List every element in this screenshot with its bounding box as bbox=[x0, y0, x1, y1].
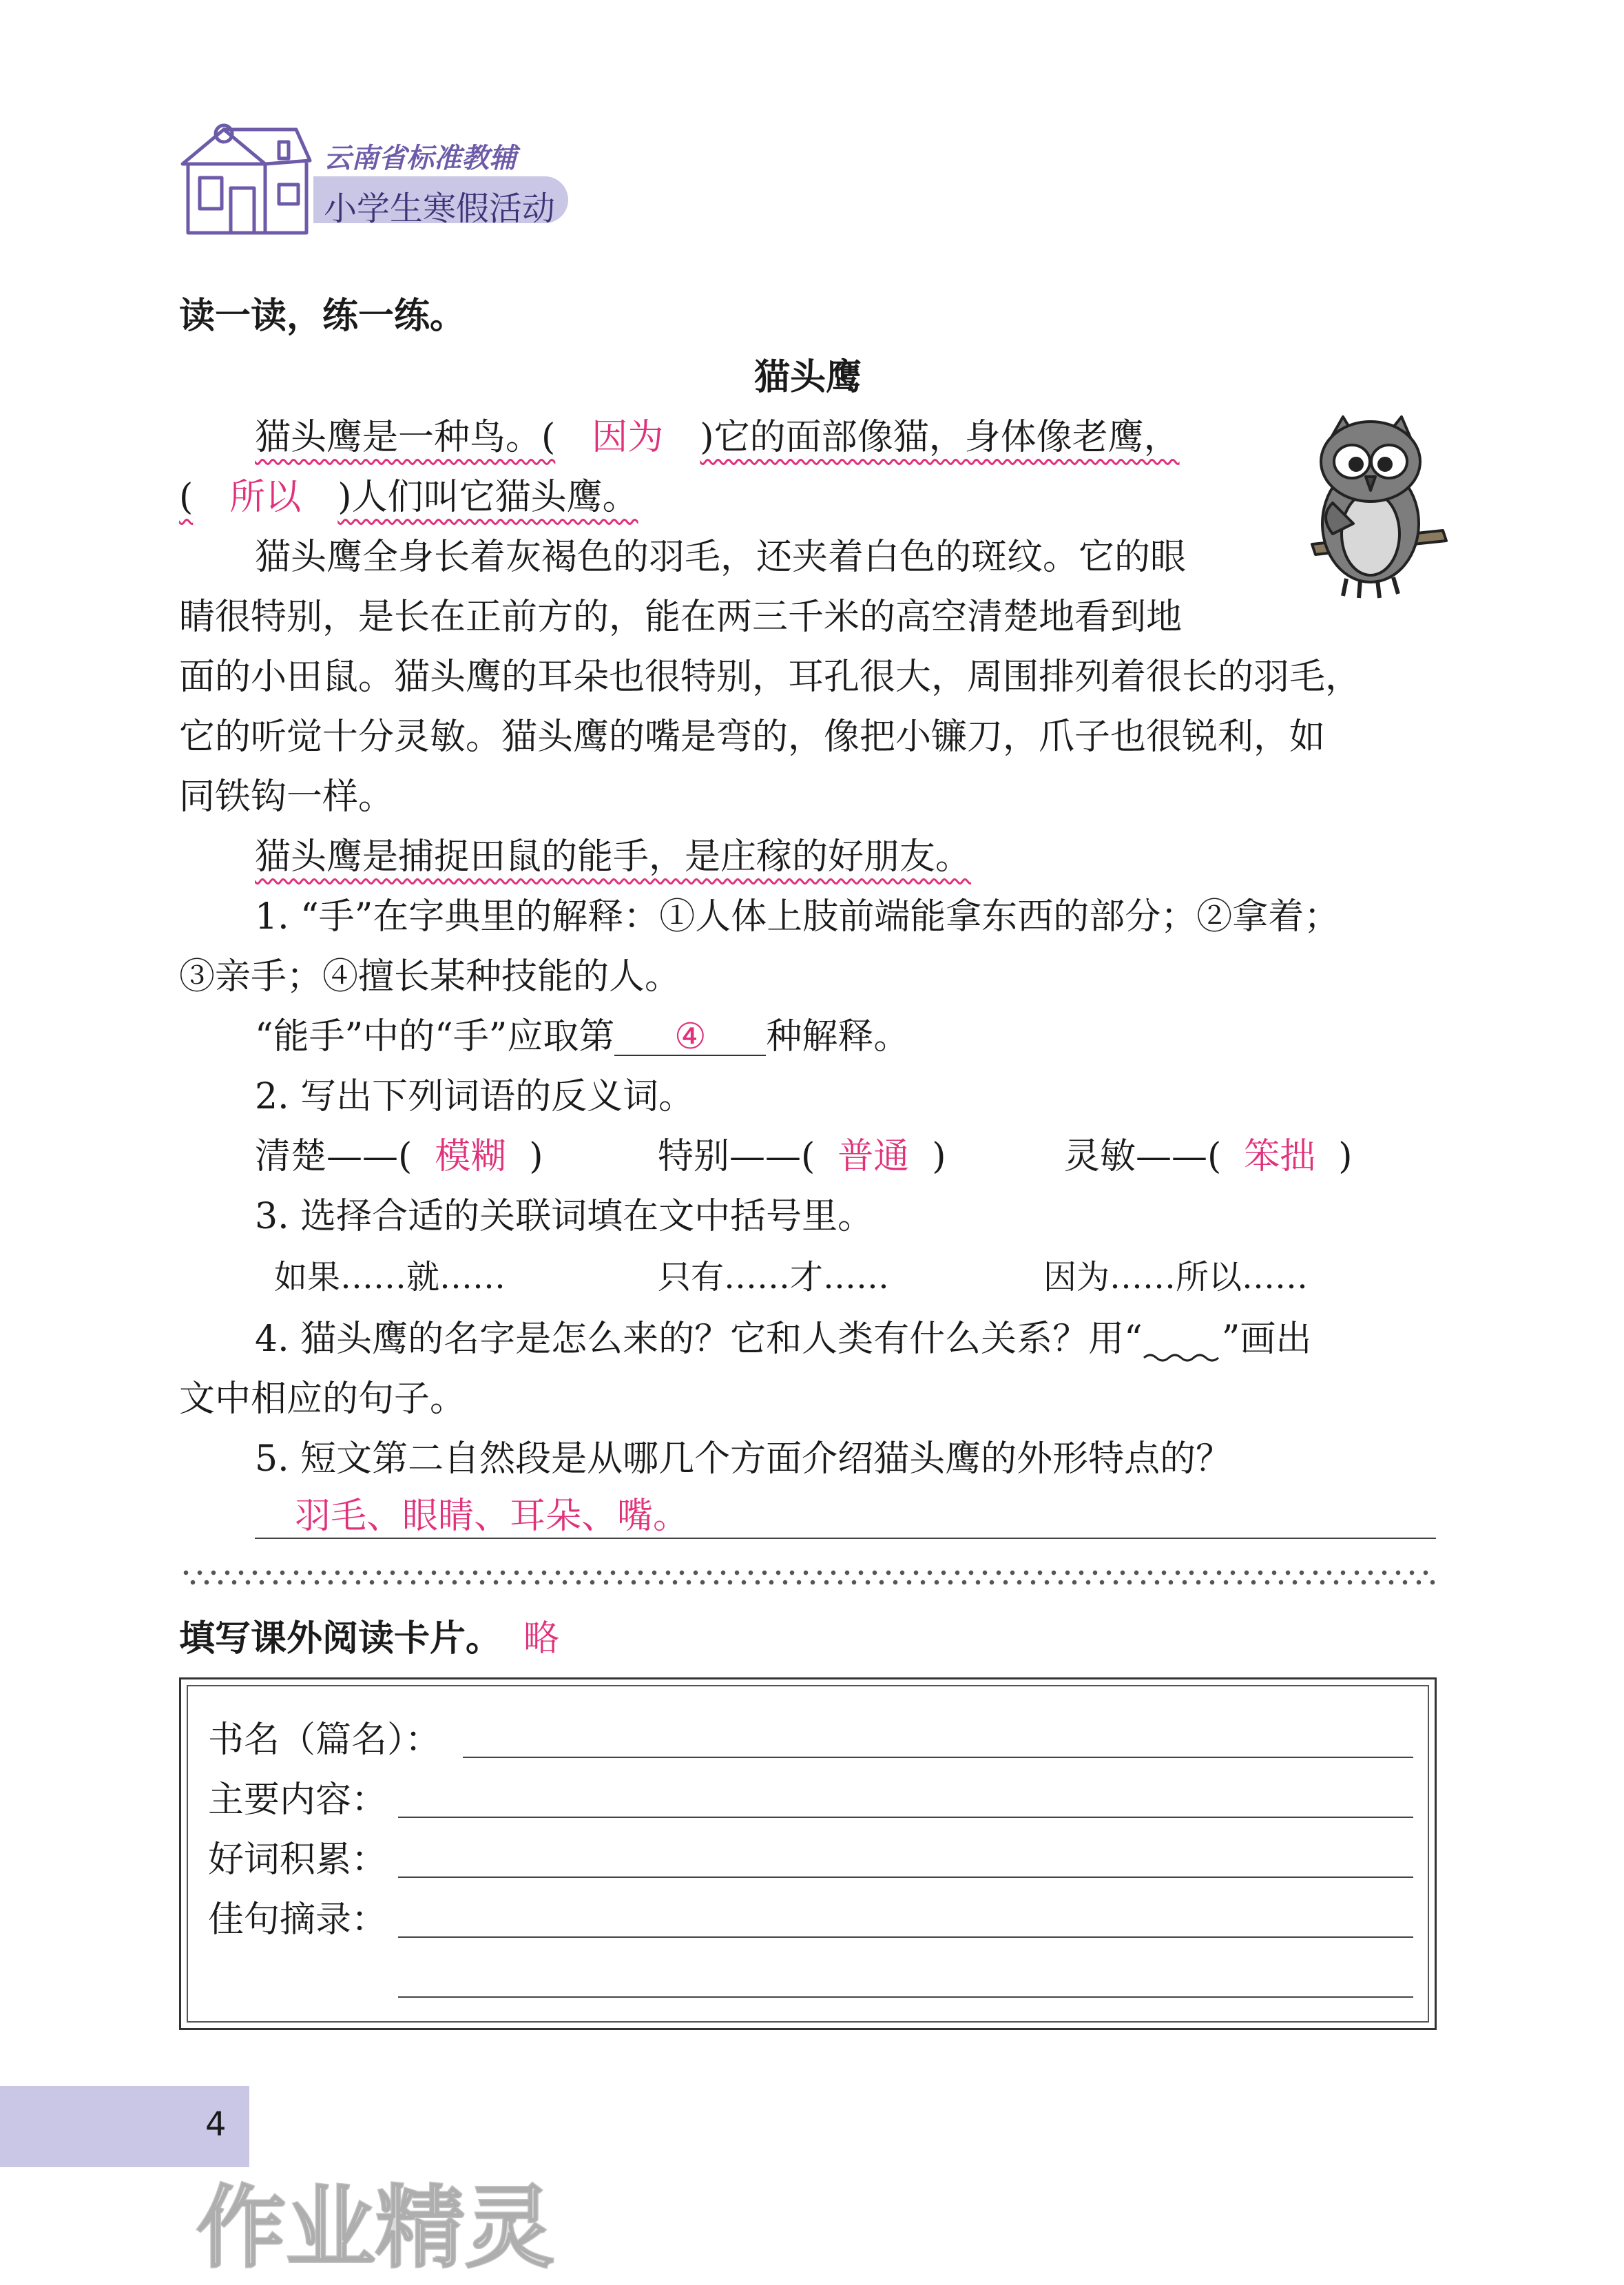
card-line-good-sentences-1[interactable] bbox=[398, 1936, 1413, 1938]
passage-line-2: ( 所以 )人们叫它猫头鹰。 bbox=[179, 477, 638, 518]
passage-line-6: 它的听觉十分灵敏。猫头鹰的嘴是弯的，像把小镰刀，爪子也很锐利，如 bbox=[179, 716, 1326, 758]
q2-item-2: 特别——( 普通 ) bbox=[658, 1136, 946, 1177]
owl-illustration bbox=[1305, 413, 1450, 606]
card-field-main-content: 主要内容： bbox=[208, 1779, 388, 1821]
q5-prompt: 5. 短文第二自然段是从哪几个方面介绍猫头鹰的外形特点的？ bbox=[255, 1438, 1232, 1480]
q1-line-b: ③亲手；④擅长某种技能的人。 bbox=[179, 956, 681, 997]
q5-answer: 羽毛、眼睛、耳朵、嘴。 bbox=[295, 1496, 689, 1537]
header-title: 小学生寒假活动 bbox=[324, 189, 556, 228]
q2-item-1: 清楚——( 模糊 ) bbox=[255, 1136, 543, 1177]
q3-option-2: 只有……才…… bbox=[658, 1258, 890, 1296]
q1-line-a: 1. “手”在字典里的解释：①人体上肢前端能拿东西的部分；②拿着； bbox=[255, 896, 1340, 938]
q1-answer: ④ bbox=[614, 1019, 766, 1056]
q3-prompt: 3. 选择合适的关联词填在文中括号里。 bbox=[255, 1196, 874, 1237]
q5-answer-line bbox=[255, 1538, 1436, 1539]
card-line-good-sentences-2[interactable] bbox=[398, 1996, 1413, 1998]
card-line-good-words[interactable] bbox=[398, 1876, 1413, 1878]
card-field-book-name: 书名（篇名）： bbox=[208, 1719, 441, 1761]
passage-line-1: 猫头鹰是一种鸟。( 因为 )它的面部像猫，身体像老鹰， bbox=[255, 417, 1180, 458]
card-line-book-name[interactable] bbox=[463, 1757, 1413, 1758]
instruction-2-answer: 略 bbox=[523, 1618, 560, 1660]
answer-yinwei: 因为 bbox=[592, 417, 664, 458]
q3-option-1: 如果……就…… bbox=[274, 1258, 506, 1296]
header-series: 云南省标准教辅 bbox=[324, 143, 517, 174]
card-line-main-content[interactable] bbox=[398, 1817, 1413, 1818]
q3-option-3: 因为……所以…… bbox=[1043, 1258, 1309, 1296]
q1-line-c: “能手”中的“手”应取第 ④ 种解释。 bbox=[255, 1016, 910, 1057]
instruction-2: 填写课外阅读卡片。 bbox=[179, 1618, 502, 1660]
passage-line-7: 同铁钩一样。 bbox=[179, 776, 395, 818]
q2-item-3: 灵敏——( 笨拙 ) bbox=[1064, 1136, 1353, 1177]
card-field-good-words: 好词积累： bbox=[208, 1839, 388, 1881]
passage-line-3: 猫头鹰全身长着灰褐色的羽毛，还夹着白色的斑纹。它的眼 bbox=[255, 537, 1187, 578]
passage-title: 猫头鹰 bbox=[754, 357, 862, 398]
section-divider-2 bbox=[186, 1578, 1436, 1587]
passage-line-5: 面的小田鼠。猫头鹰的耳朵也很特别，耳孔很大，周围排列着很长的羽毛， bbox=[179, 656, 1362, 698]
q4-line-b: 文中相应的句子。 bbox=[179, 1378, 466, 1420]
card-field-good-sentences: 佳句摘录： bbox=[208, 1899, 388, 1941]
passage-line-4: 睛很特别，是长在正前方的，能在两三千米的高空清楚地看到地 bbox=[179, 597, 1183, 638]
answer-suoyi: 所以 bbox=[229, 477, 302, 518]
page-number: 4 bbox=[205, 2105, 227, 2144]
instruction-1: 读一读，练一练。 bbox=[179, 296, 466, 337]
watermark: 作业精灵 bbox=[196, 2175, 555, 2280]
wavy-line-sample bbox=[1143, 1335, 1222, 1349]
q4-line-a: 4. 猫头鹰的名字是怎么来的？它和人类有什么关系？用“ ”画出 bbox=[255, 1319, 1312, 1360]
q2-prompt: 2. 写出下列词语的反义词。 bbox=[255, 1076, 695, 1117]
house-icon bbox=[176, 123, 313, 240]
passage-line-8: 猫头鹰是捕捉田鼠的能手，是庄稼的好朋友。 bbox=[255, 836, 972, 878]
section-divider bbox=[179, 1568, 1436, 1578]
